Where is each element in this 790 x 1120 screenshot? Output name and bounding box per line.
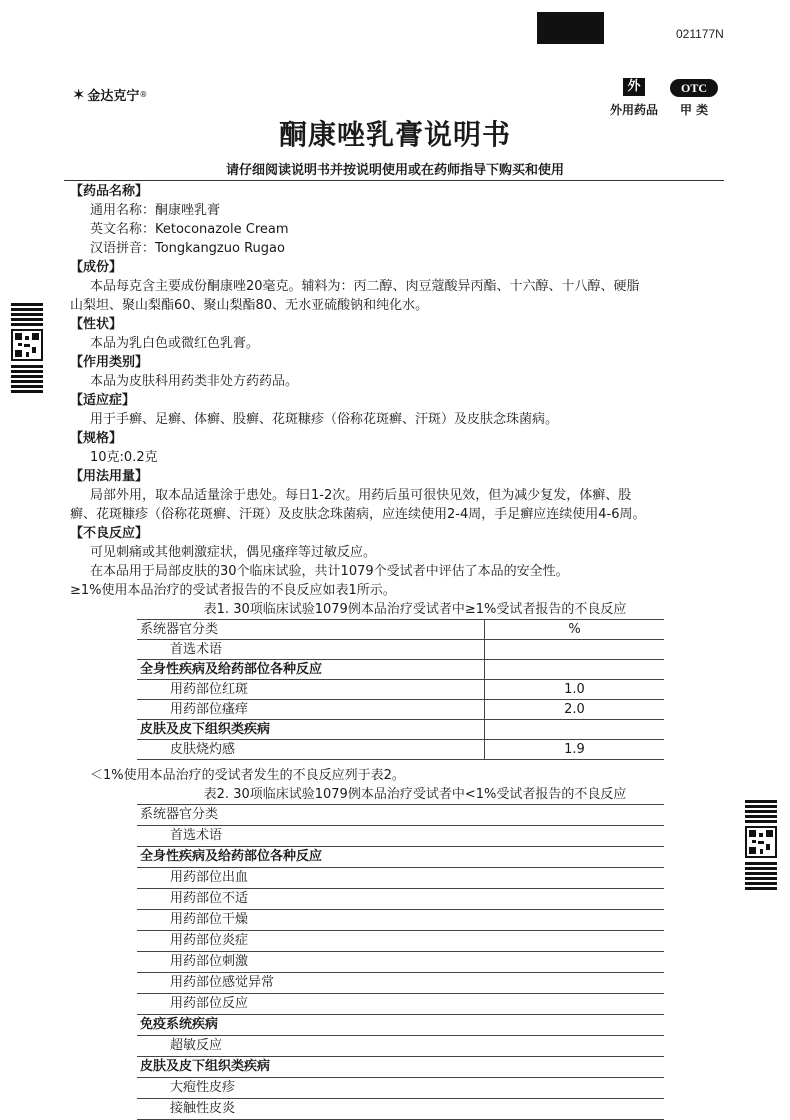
table-cell: 皮肤烧灼感 [137, 740, 485, 760]
section-heading: 【药品名称】 [70, 184, 149, 199]
table-cell: 用药部位炎症 [137, 931, 664, 952]
table-row [137, 994, 664, 1015]
table2-caption: 表2. 30项临床试验1079例本品治疗受试者中<1%受试者报告的不良反应 [203, 787, 627, 802]
header-divider [64, 180, 724, 181]
table-row [137, 740, 664, 760]
table-cell: 皮肤及皮下组织类疾病 [137, 1057, 664, 1078]
table-row [137, 931, 664, 952]
adverse-table-1 [137, 619, 664, 760]
table-cell: 接触性皮炎 [137, 1099, 664, 1120]
table-row [137, 889, 664, 910]
section-heading: 【不良反应】 [70, 526, 149, 541]
composition-text: 山梨坦、聚山梨酯60、聚山梨酯80、无水亚硫酸钠和纯化水。 [70, 298, 429, 313]
document-subtitle: 请仔细阅读说明书并按说明使用或在药师指导下购买和使用 [225, 163, 564, 178]
table-row [137, 952, 664, 973]
table-subheader-row [137, 826, 664, 847]
table-cell: 超敏反应 [137, 1036, 664, 1057]
table-cell: 2.0 [485, 700, 665, 720]
section-heading: 【成份】 [70, 260, 123, 275]
table-header-row [137, 620, 664, 640]
document-code: 021177N [676, 27, 724, 41]
section-heading: 【性状】 [70, 317, 123, 332]
adverse-text: 在本品用于局部皮肤的30个临床试验，共计1079个受试者中评估了本品的安全性。 [90, 564, 569, 579]
table-row [137, 973, 664, 994]
table-cell: 大疱性皮疹 [137, 1078, 664, 1099]
leaflet-body [70, 182, 730, 1120]
external-use-badge: 外 [623, 78, 645, 96]
table-cell [485, 660, 665, 680]
table-cell: 用药部位刺激 [137, 952, 664, 973]
table-cell: 皮肤及皮下组织类疾病 [137, 720, 485, 740]
column-subheader: 首选术语 [137, 826, 664, 847]
table-row [137, 1099, 664, 1120]
table-row [137, 1015, 664, 1036]
table-cell: 用药部位不适 [137, 889, 664, 910]
brand-name: 金达克宁 [87, 89, 140, 104]
table-cell: 用药部位感觉异常 [137, 973, 664, 994]
spec-text: 10克:0.2克 [90, 450, 158, 465]
column-header: % [485, 620, 665, 640]
table-cell: 全身性疾病及给药部位各种反应 [137, 847, 664, 868]
external-use-caption: 外用药品 [610, 103, 659, 117]
table-row [137, 680, 664, 700]
otc-class-caption: 甲 类 [680, 103, 709, 117]
composition-text: 本品每克含主要成份酮康唑20毫克。辅料为：丙二醇、肉豆蔻酸异丙酯、十六醇、十八醇、硬脂 [90, 279, 640, 294]
table-cell: 1.9 [485, 740, 665, 760]
table2-intro: ＜1%使用本品治疗的受试者发生的不良反应列于表2。 [90, 768, 405, 783]
section-heading: 【规格】 [70, 431, 123, 446]
table-header-row [137, 805, 664, 826]
table-cell: 全身性疾病及给药部位各种反应 [137, 660, 485, 680]
table1-caption: 表1. 30项临床试验1079例本品治疗受试者中≥1%受试者报告的不良反应 [203, 602, 627, 617]
table-row [137, 847, 664, 868]
section-heading: 【适应症】 [70, 393, 136, 408]
table-cell: 用药部位红斑 [137, 680, 485, 700]
usage-text: 局部外用，取本品适量涂于患处。每日1-2次。用药后虽可很快见效，但为减少复发，体癣、股 [90, 488, 632, 503]
category-text: 本品为皮肤科用药类非处方药药品。 [90, 374, 299, 389]
table-row [137, 660, 664, 680]
otc-badge: OTC [670, 79, 718, 97]
table-row [137, 1036, 664, 1057]
character-text: 本品为乳白色或微红色乳膏。 [90, 336, 260, 351]
table-cell [485, 720, 665, 740]
table-row [137, 868, 664, 889]
table-cell: 1.0 [485, 680, 665, 700]
qr-code-icon [743, 800, 779, 890]
table-cell: 免疫系统疾病 [137, 1015, 664, 1036]
table-row [137, 720, 664, 740]
registered-mark: ® [139, 90, 148, 99]
table-row [137, 700, 664, 720]
table-cell: 用药部位反应 [137, 994, 664, 1015]
redaction-block [537, 12, 604, 44]
table-row [137, 1057, 664, 1078]
table-subheader-row [137, 640, 664, 660]
table-cell: 用药部位出血 [137, 868, 664, 889]
section-heading: 【用法用量】 [70, 469, 149, 484]
indication-text: 用于手癣、足癣、体癣、股癣、花斑糠疹（俗称花斑癣、汗斑）及皮肤念珠菌病。 [90, 412, 559, 427]
table-cell: 用药部位干燥 [137, 910, 664, 931]
pinyin-name: 汉语拼音：Tongkangzuo Rugao [90, 241, 285, 256]
column-header: 系统器官分类 [137, 805, 664, 826]
brand-logo [72, 85, 147, 104]
document-title: 酮康唑乳膏说明书 [278, 118, 511, 151]
table-row [137, 1078, 664, 1099]
adverse-text: ≥1%使用本品治疗的受试者报告的不良反应如表1所示。 [70, 583, 396, 598]
column-header: 系统器官分类 [137, 620, 485, 640]
table-row [137, 910, 664, 931]
column-subheader: 首选术语 [137, 640, 485, 660]
usage-text: 癣、花斑糠疹（俗称花斑癣、汗斑）及皮肤念珠菌病，应连续使用2-4周，手足癣应连续使用4-6周。 [70, 507, 646, 522]
generic-name: 通用名称：酮康唑乳膏 [90, 203, 221, 218]
adverse-table-2 [137, 804, 664, 1120]
english-name: 英文名称：Ketoconazole Cream [90, 222, 289, 237]
qr-code-icon [9, 303, 45, 393]
table-cell: 用药部位瘙痒 [137, 700, 485, 720]
star-icon: ✶ [72, 85, 86, 104]
adverse-text: 可见刺痛或其他刺激症状，偶见瘙痒等过敏反应。 [90, 545, 377, 560]
section-heading: 【作用类别】 [70, 355, 149, 370]
